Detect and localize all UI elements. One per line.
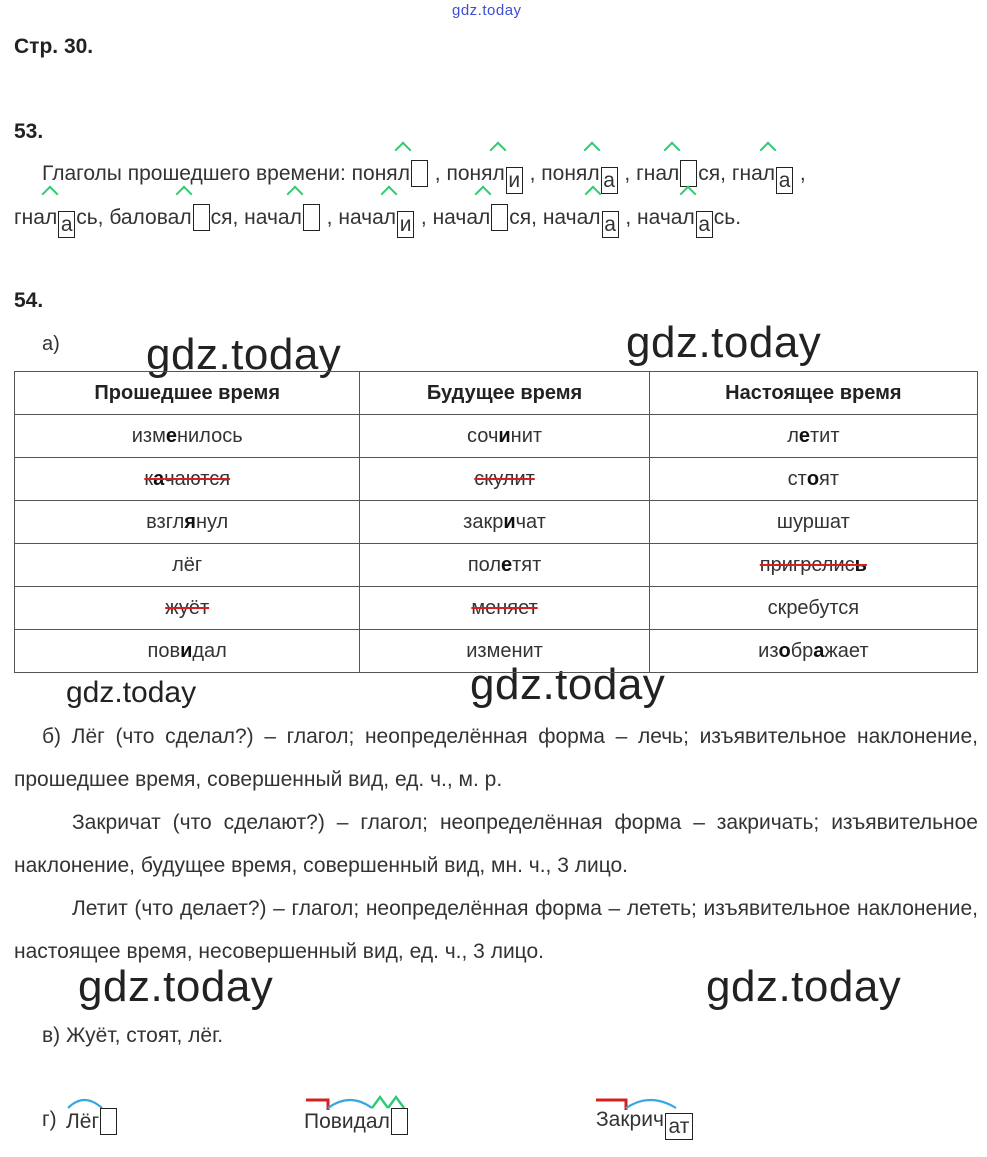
table-row xyxy=(15,458,978,501)
ending-box xyxy=(391,1108,408,1135)
ending-box: ат xyxy=(665,1113,693,1140)
suffix-l: л xyxy=(289,206,302,229)
part-b-paragraph-1: б) Лёг (что сделал?) – глагол; неопределённая форма – лечь; изъявительное наклонение, прошедшее время, совершенный вид, ед. ч., м. р. xyxy=(14,725,978,791)
ending-box: а xyxy=(602,211,619,238)
verb-word: понял а xyxy=(541,162,618,185)
verb-word: понял и xyxy=(446,162,523,185)
table-cell: жуёт xyxy=(15,587,360,630)
table-cell: скулит xyxy=(360,458,649,501)
part-g-label: г) xyxy=(42,1108,57,1131)
suffix-l: л xyxy=(397,162,410,185)
table-cell: взглянул xyxy=(15,501,360,544)
table-cell: изменилось xyxy=(15,415,360,458)
suffix-mark xyxy=(372,1097,388,1108)
ending-box xyxy=(100,1108,117,1135)
watermark-top: gdz.today xyxy=(452,2,522,19)
morpheme-marks xyxy=(60,1088,930,1148)
table-cell: изменит xyxy=(360,630,649,673)
table-cell: повидал xyxy=(15,630,360,673)
ending-box: и xyxy=(506,167,523,194)
ending-box: и xyxy=(397,211,414,238)
ending-box xyxy=(491,204,508,231)
watermark: gdz.today xyxy=(78,962,274,1011)
verb-word: гнал а xyxy=(732,162,794,185)
watermark: gdz.today xyxy=(706,962,902,1011)
ending-box: а xyxy=(58,211,75,238)
ex53-line2-words: гнал а сь, баловал ся, начал , начал и , начал ся, начал а , начал а сь. xyxy=(14,206,742,236)
table-cell: шуршат xyxy=(649,501,977,544)
ending-box: а xyxy=(776,167,793,194)
root-arc-mark xyxy=(68,1100,102,1108)
ex53-line2 xyxy=(14,204,741,238)
root-arc-mark xyxy=(328,1100,372,1108)
ex53-line1-words: понял , понял и , понял а , гнал ся, гнал а , xyxy=(351,162,806,192)
watermark: gdz.today xyxy=(470,660,666,709)
table-cell: пригрелись xyxy=(649,544,977,587)
ending-box xyxy=(680,160,697,187)
watermark: gdz.today xyxy=(146,330,342,379)
suffix-l: л xyxy=(179,206,192,229)
verb-word: гнал а сь xyxy=(14,206,98,236)
table-cell: изображает xyxy=(649,630,977,673)
ex53-prefix: Глаголы прошедшего времени: xyxy=(42,162,346,185)
table-row xyxy=(15,501,978,544)
watermark: gdz.today xyxy=(66,676,197,709)
table-cell: сочинит xyxy=(360,415,649,458)
part-b-paragraph-3: Летит (что делает?) – глагол; неопределённая форма – лететь; изъявительное наклонение, настоящее время, несовершенный вид, ед. ч., 3 лицо. xyxy=(14,897,978,963)
verb-word: начал и xyxy=(338,206,415,229)
part-g-word-1: Лёг xyxy=(66,1108,118,1135)
verb-word: понял xyxy=(352,162,429,185)
ending-box xyxy=(193,204,210,231)
verb-word: начал а xyxy=(543,206,620,229)
verb-word: начал xyxy=(244,206,321,229)
exercise-54-number: 54. xyxy=(14,289,44,312)
verb-word: баловал ся xyxy=(109,206,233,229)
table-cell: стоят xyxy=(649,458,977,501)
table-row xyxy=(15,544,978,587)
table-row xyxy=(15,630,978,673)
ending-box xyxy=(411,160,428,187)
header-past: Прошедшее время xyxy=(15,372,360,415)
header-present: Настоящее время xyxy=(649,372,977,415)
suffix-l: л xyxy=(667,162,680,185)
suffix-l: л xyxy=(383,206,397,229)
root-arc-mark xyxy=(626,1100,676,1108)
verb-tense-table xyxy=(14,371,978,673)
part-g-word-3: Закрич ат xyxy=(596,1108,694,1140)
part-v: в) Жуёт, стоят, лёг. xyxy=(42,1024,224,1047)
suffix-l: л xyxy=(588,206,601,229)
table-cell: полетят xyxy=(360,544,649,587)
verb-word: гнал ся xyxy=(636,162,721,185)
ending-box: а xyxy=(601,167,618,194)
suffix-l: л xyxy=(682,206,695,229)
suffix-l: л xyxy=(44,206,58,229)
exercise-53-number: 53. xyxy=(14,120,44,143)
table-cell: качаются xyxy=(15,458,360,501)
suffix-l: л xyxy=(762,162,776,185)
suffix-l: л xyxy=(492,162,505,185)
suffix-l: л xyxy=(478,206,491,229)
part-a-label: а) xyxy=(42,333,60,355)
watermark: gdz.today xyxy=(626,318,822,367)
suffix-l: л xyxy=(587,162,600,185)
table-cell: закричат xyxy=(360,501,649,544)
verb-word: начал ся xyxy=(432,206,532,229)
part-g-word-2: Повидал xyxy=(304,1108,409,1135)
verb-word: начал а сь xyxy=(637,206,736,236)
table-cell: меняет xyxy=(360,587,649,630)
table-cell: лёг xyxy=(15,544,360,587)
table-row xyxy=(15,587,978,630)
table-row xyxy=(15,415,978,458)
part-b-paragraph-2: Закричат (что сделают?) – глагол; неопределённая форма – закричать; изъявительное наклонение, будущее время, совершенный вид, мн. ч., 3 лицо. xyxy=(14,811,978,877)
page-label: Стр. 30. xyxy=(14,35,94,58)
suffix-mark xyxy=(388,1097,404,1108)
table-cell: скребутся xyxy=(649,587,977,630)
table-cell: летит xyxy=(649,415,977,458)
header-future: Будущее время xyxy=(360,372,649,415)
ending-box: а xyxy=(696,211,713,238)
ending-box xyxy=(303,204,320,231)
